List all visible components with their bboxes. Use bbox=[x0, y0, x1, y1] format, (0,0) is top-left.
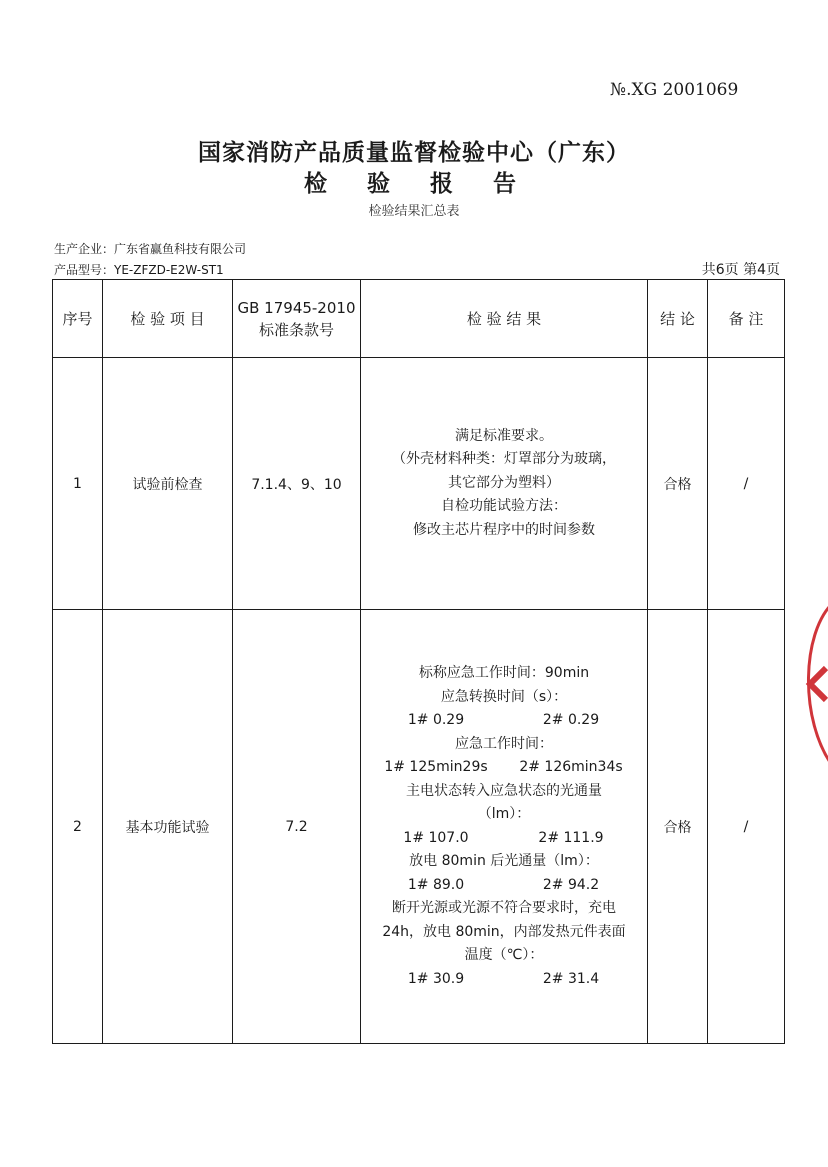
sample-1-value: 1# 107.0 bbox=[403, 829, 469, 846]
result-line: 断开光源或光源不符合要求时，充电 bbox=[392, 900, 616, 916]
header-no: 序号 bbox=[53, 280, 103, 358]
cell-remark: / bbox=[708, 358, 785, 610]
result-line: 24h，放电 80min，内部发热元件表面 bbox=[382, 923, 626, 940]
cell-clause: 7.1.4、9、10 bbox=[233, 358, 361, 610]
result-line: 满足标准要求。 bbox=[455, 427, 553, 444]
sample-1-value: 1# 89.0 bbox=[407, 876, 465, 893]
sample-2-value: 2# 111.9 bbox=[538, 829, 604, 846]
cell-remark: / bbox=[708, 610, 785, 1044]
cell-result bbox=[361, 358, 648, 610]
result-line: 其它部分为塑料） bbox=[448, 474, 560, 491]
header-item: 检 验 项 目 bbox=[103, 280, 233, 358]
header-standard bbox=[233, 280, 361, 358]
sample-2-value: 2# 126min34s bbox=[519, 759, 623, 775]
seal-stamp-icon bbox=[796, 600, 828, 770]
model-line: 产品型号：YE-ZFZD-E2W-ST1 bbox=[54, 263, 224, 277]
result-pair bbox=[361, 874, 647, 898]
manufacturer-line: 生产企业：广东省赢鱼科技有限公司 bbox=[54, 242, 247, 256]
header-remark: 备 注 bbox=[708, 280, 785, 358]
cell-no: 2 bbox=[53, 610, 103, 1044]
document-subtitle: 检 验 报 告 bbox=[303, 170, 533, 197]
result-line: （外壳材料种类：灯罩部分为玻璃， bbox=[392, 451, 616, 468]
cell-clause: 7.2 bbox=[233, 610, 361, 1044]
document-title: 国家消防产品质量监督检验中心（广东） bbox=[198, 139, 630, 166]
result-line: 修改主芯片程序中的时间参数 bbox=[413, 521, 595, 538]
result-line: 主电状态转入应急状态的光通量 bbox=[406, 782, 602, 799]
sample-1-value: 1# 0.29 bbox=[407, 712, 465, 728]
sample-2-value: 2# 0.29 bbox=[542, 712, 600, 728]
result-pair bbox=[361, 756, 647, 780]
result-pair bbox=[361, 709, 647, 733]
cell-item: 试验前检查 bbox=[103, 358, 233, 610]
table-row bbox=[53, 358, 785, 610]
result-line: 应急工作时间： bbox=[455, 735, 553, 752]
table-row bbox=[53, 610, 785, 1044]
cell-no: 1 bbox=[53, 358, 103, 610]
result-line: 温度（℃）： bbox=[464, 947, 544, 963]
report-number: №.XG 2001069 bbox=[610, 80, 739, 100]
cell-item: 基本功能试验 bbox=[103, 610, 233, 1044]
header-standard-line1: GB 17945-2010 bbox=[237, 298, 356, 317]
result-pair bbox=[361, 827, 647, 851]
table-header-row bbox=[53, 280, 785, 358]
cell-conclusion: 合格 bbox=[648, 610, 708, 1044]
cell-result bbox=[361, 610, 648, 1044]
results-table bbox=[52, 279, 785, 1044]
cell-conclusion: 合格 bbox=[648, 358, 708, 610]
result-line: 自检功能试验方法： bbox=[441, 498, 567, 515]
header-result: 检 验 结 果 bbox=[361, 280, 648, 358]
sample-2-value: 2# 94.2 bbox=[542, 876, 600, 893]
header-conclusion: 结 论 bbox=[648, 280, 708, 358]
document-caption: 检验结果汇总表 bbox=[368, 204, 460, 219]
sample-1-value: 1# 30.9 bbox=[407, 970, 465, 987]
result-line: 标称应急工作时间：90min bbox=[418, 665, 590, 681]
result-line: （lm）： bbox=[477, 806, 531, 822]
sample-2-value: 2# 31.4 bbox=[542, 970, 600, 987]
page-info: 共6页 第4页 bbox=[701, 262, 780, 278]
result-line: 应急转换时间（s）： bbox=[440, 688, 568, 705]
result-pair bbox=[361, 968, 647, 992]
header-standard-line2: 标准条款号 bbox=[258, 320, 334, 339]
result-line: 放电 80min 后光通量（lm）： bbox=[409, 853, 599, 869]
sample-1-value: 1# 125min29s bbox=[384, 759, 488, 775]
